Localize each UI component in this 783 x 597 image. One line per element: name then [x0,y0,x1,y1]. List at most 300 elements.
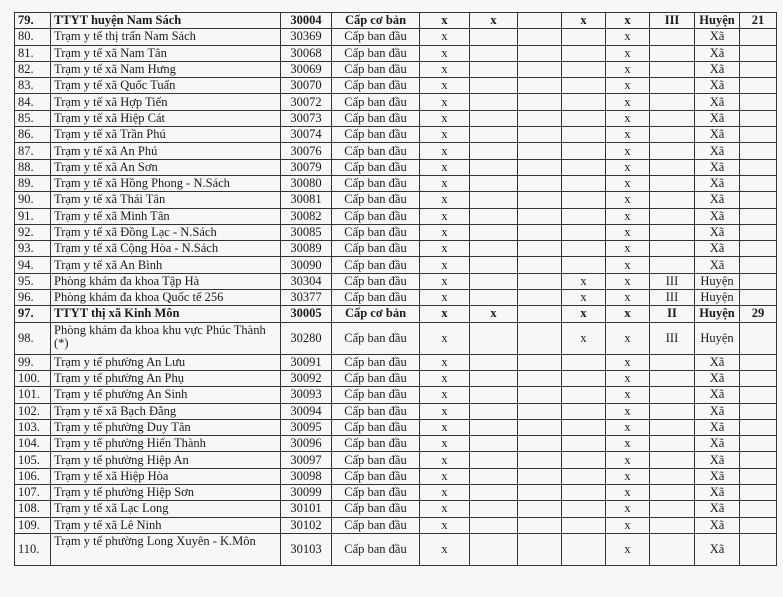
table-row [15,403,777,419]
facility-code-cell: 30095 [281,419,332,435]
care-level-cell: Cấp ban đầu [332,452,420,468]
facility-table [14,12,777,566]
facility-code-cell: 30090 [281,257,332,273]
mark-col-5-cell: x [606,452,650,468]
mark-col-5-cell: x [606,290,650,306]
hospital-rank-cell [650,485,695,501]
care-level-cell: Cấp ban đầu [332,370,420,386]
hospital-rank-cell: III [650,273,695,289]
hospital-rank-cell [650,175,695,191]
mark-col-2-cell [470,241,518,257]
mark-col-1-cell: x [420,387,470,403]
mark-col-4-cell [562,436,606,452]
care-level-cell: Cấp ban đầu [332,517,420,533]
table-row [15,370,777,386]
count-value-cell [740,224,777,240]
care-level-cell: Cấp cơ bản [332,13,420,29]
row-number-cell: 102. [15,403,51,419]
mark-col-5-cell: x [606,110,650,126]
mark-col-2-cell [470,208,518,224]
mark-col-2-cell [470,485,518,501]
mark-col-4-cell [562,224,606,240]
mark-col-1-cell: x [420,94,470,110]
mark-col-1-cell: x [420,241,470,257]
row-number-cell: 107. [15,485,51,501]
care-level-cell: Cấp ban đầu [332,468,420,484]
mark-col-3-cell [518,45,562,61]
row-number-cell: 97. [15,306,51,322]
admin-level-cell: Huyện [695,13,740,29]
mark-col-3-cell [518,290,562,306]
table-row [15,127,777,143]
mark-col-3-cell [518,29,562,45]
row-number-cell: 94. [15,257,51,273]
count-value-cell [740,354,777,370]
hospital-rank-cell [650,127,695,143]
mark-col-1-cell: x [420,143,470,159]
care-level-cell: Cấp ban đầu [332,419,420,435]
row-number-cell: 80. [15,29,51,45]
hospital-rank-cell: III [650,322,695,354]
facility-code-cell: 30069 [281,61,332,77]
hospital-rank-cell [650,452,695,468]
care-level-cell: Cấp ban đầu [332,387,420,403]
mark-col-3-cell [518,257,562,273]
count-value-cell: 29 [740,306,777,322]
admin-level-cell: Xã [695,501,740,517]
mark-col-2-cell [470,290,518,306]
count-value-cell [740,273,777,289]
hospital-rank-cell [650,468,695,484]
row-number-cell: 82. [15,61,51,77]
mark-col-1-cell: x [420,45,470,61]
count-value-cell [740,468,777,484]
hospital-rank-cell [650,224,695,240]
admin-level-cell: Xã [695,533,740,565]
mark-col-4-cell [562,192,606,208]
facility-name-cell: Trạm y tế xã Thái Tân [51,192,281,208]
hospital-rank-cell [650,208,695,224]
mark-col-3-cell [518,533,562,565]
count-value-cell [740,387,777,403]
mark-col-2-cell [470,45,518,61]
mark-col-3-cell [518,517,562,533]
mark-col-4-cell [562,517,606,533]
row-number-cell: 99. [15,354,51,370]
mark-col-2-cell [470,224,518,240]
mark-col-2-cell [470,501,518,517]
mark-col-1-cell: x [420,29,470,45]
hospital-rank-cell [650,78,695,94]
row-number-cell: 95. [15,273,51,289]
mark-col-3-cell [518,322,562,354]
mark-col-2-cell [470,468,518,484]
facility-code-cell: 30080 [281,175,332,191]
count-value-cell [740,208,777,224]
admin-level-cell: Xã [695,257,740,273]
table-row [15,322,777,354]
mark-col-1-cell: x [420,13,470,29]
care-level-cell: Cấp ban đầu [332,192,420,208]
mark-col-4-cell [562,61,606,77]
mark-col-1-cell: x [420,322,470,354]
facility-name-cell: Trạm y tế xã Hiệp Cát [51,110,281,126]
mark-col-4-cell [562,127,606,143]
table-body [15,13,777,566]
hospital-rank-cell [650,517,695,533]
mark-col-3-cell [518,387,562,403]
facility-name-cell: Trạm y tế phường An Lưu [51,354,281,370]
table-row [15,61,777,77]
count-value-cell [740,94,777,110]
facility-code-cell: 30094 [281,403,332,419]
table-row [15,436,777,452]
mark-col-1-cell: x [420,436,470,452]
care-level-cell: Cấp ban đầu [332,241,420,257]
mark-col-3-cell [518,370,562,386]
care-level-cell: Cấp ban đầu [332,61,420,77]
table-row [15,419,777,435]
mark-col-3-cell [518,354,562,370]
facility-code-cell: 30089 [281,241,332,257]
row-number-cell: 105. [15,452,51,468]
row-number-cell: 100. [15,370,51,386]
row-number-cell: 90. [15,192,51,208]
mark-col-4-cell: x [562,290,606,306]
table-row [15,192,777,208]
mark-col-2-cell [470,452,518,468]
mark-col-2-cell [470,110,518,126]
count-value-cell [740,322,777,354]
facility-name-cell: Phòng khám đa khoa Quốc tế 256 [51,290,281,306]
mark-col-5-cell: x [606,143,650,159]
facility-code-cell: 30076 [281,143,332,159]
facility-code-cell: 30005 [281,306,332,322]
admin-level-cell: Xã [695,452,740,468]
row-number-cell: 110. [15,533,51,565]
mark-col-1-cell: x [420,61,470,77]
mark-col-4-cell: x [562,322,606,354]
care-level-cell: Cấp ban đầu [332,29,420,45]
count-value-cell [740,61,777,77]
mark-col-4-cell: x [562,13,606,29]
mark-col-2-cell [470,192,518,208]
facility-name-cell: Trạm y tế xã Hiệp Hòa [51,468,281,484]
hospital-rank-cell [650,387,695,403]
facility-name-cell: Trạm y tế phường Duy Tân [51,419,281,435]
facility-name-cell: Trạm y tế phường Hiệp An [51,452,281,468]
admin-level-cell: Xã [695,468,740,484]
row-number-cell: 101. [15,387,51,403]
mark-col-5-cell: x [606,94,650,110]
mark-col-5-cell: x [606,354,650,370]
hospital-rank-cell [650,370,695,386]
table-row [15,13,777,29]
care-level-cell: Cấp ban đầu [332,159,420,175]
facility-code-cell: 30091 [281,354,332,370]
count-value-cell [740,517,777,533]
mark-col-1-cell: x [420,517,470,533]
mark-col-1-cell: x [420,127,470,143]
care-level-cell: Cấp ban đầu [332,224,420,240]
mark-col-5-cell: x [606,13,650,29]
mark-col-5-cell: x [606,224,650,240]
facility-name-cell: Trạm y tế xã Nam Hưng [51,61,281,77]
mark-col-1-cell: x [420,273,470,289]
admin-level-cell: Xã [695,110,740,126]
hospital-rank-cell [650,501,695,517]
facility-code-cell: 30098 [281,468,332,484]
admin-level-cell: Xã [695,354,740,370]
facility-name-cell: Trạm y tế xã Hồng Phong - N.Sách [51,175,281,191]
facility-code-cell: 30081 [281,192,332,208]
mark-col-4-cell [562,387,606,403]
mark-col-5-cell: x [606,78,650,94]
row-number-cell: 83. [15,78,51,94]
hospital-rank-cell: II [650,306,695,322]
facility-code-cell: 30304 [281,273,332,289]
care-level-cell: Cấp ban đầu [332,273,420,289]
mark-col-2-cell [470,175,518,191]
mark-col-2-cell [470,29,518,45]
mark-col-5-cell: x [606,208,650,224]
table-row [15,257,777,273]
care-level-cell: Cấp ban đầu [332,257,420,273]
mark-col-1-cell: x [420,224,470,240]
facility-code-cell: 30085 [281,224,332,240]
hospital-rank-cell [650,241,695,257]
admin-level-cell: Xã [695,159,740,175]
mark-col-5-cell: x [606,485,650,501]
mark-col-1-cell: x [420,192,470,208]
count-value-cell [740,127,777,143]
facility-code-cell: 30097 [281,452,332,468]
care-level-cell: Cấp ban đầu [332,436,420,452]
mark-col-5-cell: x [606,419,650,435]
mark-col-5-cell: x [606,403,650,419]
mark-col-2-cell [470,354,518,370]
mark-col-3-cell [518,468,562,484]
hospital-rank-cell [650,354,695,370]
count-value-cell [740,485,777,501]
care-level-cell: Cấp cơ bản [332,306,420,322]
facility-name-cell: Trạm y tế xã Quốc Tuấn [51,78,281,94]
count-value-cell [740,452,777,468]
count-value-cell [740,192,777,208]
table-row [15,387,777,403]
mark-col-2-cell [470,257,518,273]
row-number-cell: 89. [15,175,51,191]
mark-col-1-cell: x [420,370,470,386]
admin-level-cell: Xã [695,143,740,159]
mark-col-3-cell [518,306,562,322]
table-row [15,468,777,484]
mark-col-2-cell [470,419,518,435]
mark-col-1-cell: x [420,306,470,322]
admin-level-cell: Xã [695,61,740,77]
facility-code-cell: 30070 [281,78,332,94]
care-level-cell: Cấp ban đầu [332,143,420,159]
mark-col-4-cell [562,533,606,565]
row-number-cell: 91. [15,208,51,224]
admin-level-cell: Huyện [695,322,740,354]
care-level-cell: Cấp ban đầu [332,403,420,419]
mark-col-3-cell [518,208,562,224]
facility-code-cell: 30377 [281,290,332,306]
count-value-cell [740,29,777,45]
mark-col-2-cell [470,94,518,110]
facility-name-cell: Trạm y tế phường Long Xuyên - K.Môn [51,533,281,565]
mark-col-3-cell [518,159,562,175]
mark-col-5-cell: x [606,29,650,45]
mark-col-5-cell: x [606,127,650,143]
table-row [15,159,777,175]
facility-name-cell: Trạm y tế xã Nam Tân [51,45,281,61]
hospital-rank-cell [650,403,695,419]
facility-name-cell: Trạm y tế xã An Sơn [51,159,281,175]
mark-col-1-cell: x [420,175,470,191]
mark-col-4-cell [562,143,606,159]
count-value-cell [740,110,777,126]
mark-col-5-cell: x [606,468,650,484]
mark-col-2-cell: x [470,13,518,29]
count-value-cell [740,533,777,565]
care-level-cell: Cấp ban đầu [332,290,420,306]
care-level-cell: Cấp ban đầu [332,110,420,126]
mark-col-3-cell [518,94,562,110]
table-row [15,517,777,533]
mark-col-3-cell [518,273,562,289]
mark-col-4-cell [562,94,606,110]
facility-code-cell: 30073 [281,110,332,126]
mark-col-3-cell [518,13,562,29]
count-value-cell [740,403,777,419]
table-row [15,175,777,191]
mark-col-1-cell: x [420,468,470,484]
mark-col-3-cell [518,110,562,126]
mark-col-4-cell [562,485,606,501]
row-number-cell: 106. [15,468,51,484]
hospital-rank-cell [650,257,695,273]
admin-level-cell: Xã [695,127,740,143]
row-number-cell: 96. [15,290,51,306]
mark-col-2-cell [470,159,518,175]
facility-code-cell: 30280 [281,322,332,354]
hospital-rank-cell [650,94,695,110]
count-value-cell [740,257,777,273]
row-number-cell: 108. [15,501,51,517]
facility-name-cell: Trạm y tế xã Đồng Lạc - N.Sách [51,224,281,240]
mark-col-2-cell [470,273,518,289]
mark-col-1-cell: x [420,159,470,175]
mark-col-1-cell: x [420,257,470,273]
table-row [15,306,777,322]
row-number-cell: 85. [15,110,51,126]
mark-col-2-cell [470,387,518,403]
facility-name-cell: Phòng khám đa khoa Tập Hà [51,273,281,289]
mark-col-4-cell [562,159,606,175]
mark-col-2-cell [470,322,518,354]
facility-name-cell: Trạm y tế xã Trần Phú [51,127,281,143]
row-number-cell: 98. [15,322,51,354]
table-row [15,241,777,257]
mark-col-4-cell [562,110,606,126]
mark-col-1-cell: x [420,208,470,224]
admin-level-cell: Xã [695,175,740,191]
mark-col-4-cell [562,403,606,419]
admin-level-cell: Xã [695,485,740,501]
mark-col-2-cell [470,78,518,94]
facility-code-cell: 30103 [281,533,332,565]
facility-name-cell: Phòng khám đa khoa khu vực Phúc Thành (*) [51,322,281,354]
facility-name-cell: Trạm y tế xã An Bình [51,257,281,273]
hospital-rank-cell [650,436,695,452]
count-value-cell [740,370,777,386]
mark-col-4-cell [562,175,606,191]
mark-col-3-cell [518,78,562,94]
count-value-cell: 21 [740,13,777,29]
count-value-cell [740,419,777,435]
facility-code-cell: 30004 [281,13,332,29]
mark-col-4-cell [562,257,606,273]
mark-col-5-cell: x [606,241,650,257]
table-row [15,533,777,565]
mark-col-3-cell [518,452,562,468]
table-row [15,501,777,517]
facility-name-cell: Trạm y tế xã Minh Tân [51,208,281,224]
admin-level-cell: Xã [695,419,740,435]
facility-name-cell: Trạm y tế xã Cộng Hòa - N.Sách [51,241,281,257]
mark-col-2-cell [470,517,518,533]
mark-col-1-cell: x [420,110,470,126]
row-number-cell: 79. [15,13,51,29]
mark-col-5-cell: x [606,322,650,354]
facility-name-cell: Trạm y tế xã An Phú [51,143,281,159]
mark-col-3-cell [518,192,562,208]
admin-level-cell: Xã [695,29,740,45]
mark-col-5-cell: x [606,257,650,273]
table-row [15,94,777,110]
hospital-rank-cell [650,533,695,565]
care-level-cell: Cấp ban đầu [332,354,420,370]
mark-col-3-cell [518,485,562,501]
hospital-rank-cell [650,110,695,126]
table-row [15,110,777,126]
mark-col-5-cell: x [606,533,650,565]
admin-level-cell: Xã [695,241,740,257]
row-number-cell: 81. [15,45,51,61]
mark-col-3-cell [518,143,562,159]
facility-name-cell: TTYT thị xã Kinh Môn [51,306,281,322]
facility-name-cell: Trạm y tế xã Lạc Long [51,501,281,517]
table-row [15,354,777,370]
mark-col-5-cell: x [606,192,650,208]
mark-col-4-cell [562,419,606,435]
count-value-cell [740,436,777,452]
table-row [15,143,777,159]
mark-col-2-cell [470,61,518,77]
row-number-cell: 88. [15,159,51,175]
care-level-cell: Cấp ban đầu [332,322,420,354]
hospital-rank-cell [650,419,695,435]
mark-col-3-cell [518,501,562,517]
mark-col-5-cell: x [606,387,650,403]
mark-col-5-cell: x [606,370,650,386]
mark-col-2-cell [470,403,518,419]
facility-code-cell: 30068 [281,45,332,61]
mark-col-3-cell [518,419,562,435]
facility-name-cell: Trạm y tế xã Hợp Tiến [51,94,281,110]
